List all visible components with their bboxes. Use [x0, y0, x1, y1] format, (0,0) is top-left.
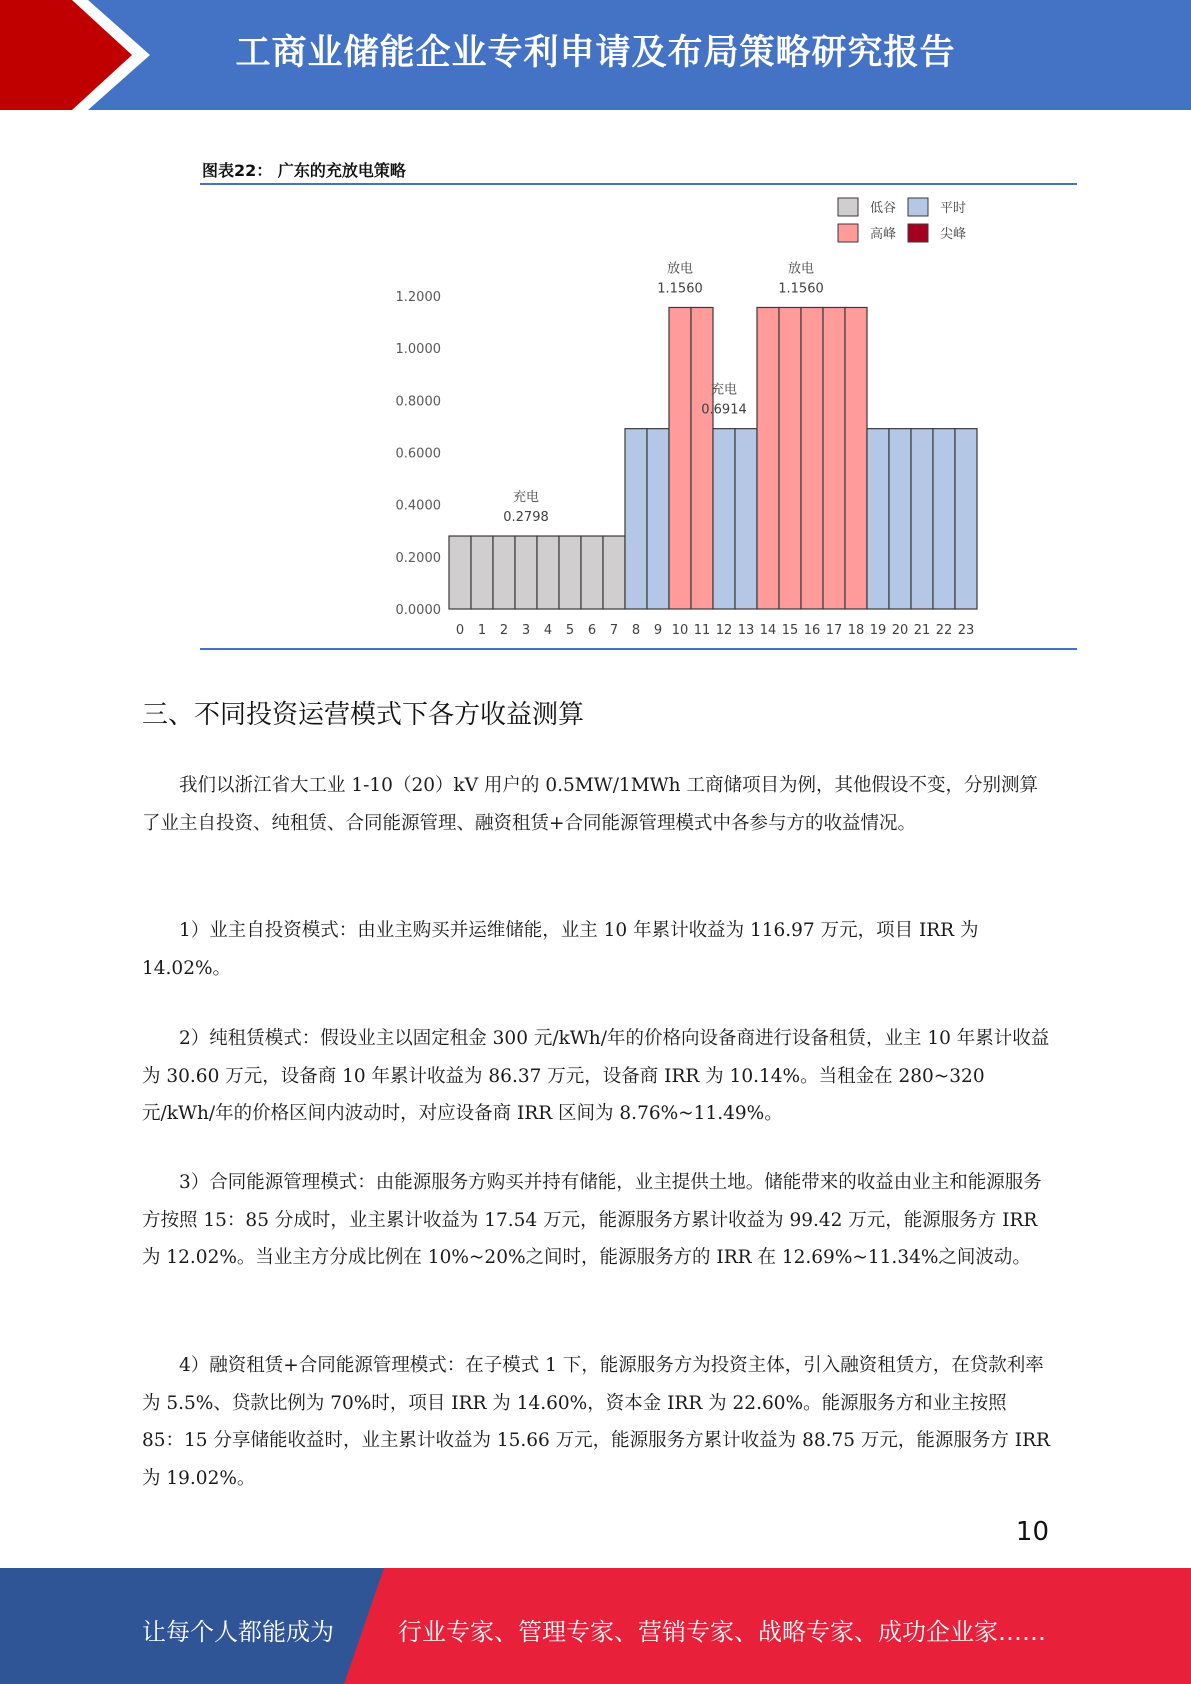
y-tick-label: 0.0000 — [395, 603, 441, 618]
x-tick-label: 11 — [693, 623, 711, 638]
y-tick-label: 0.8000 — [395, 394, 441, 410]
x-tick-label: 14 — [759, 623, 777, 638]
x-tick-label: 21 — [913, 623, 931, 638]
footer-slogan-right: 行业专家、管理专家、营销专家、战略专家、成功企业家…… — [398, 1618, 1046, 1646]
bar-hour-15 — [779, 307, 801, 609]
y-tick-label: 0.4000 — [395, 498, 441, 514]
bar-hour-11 — [691, 307, 713, 609]
x-tick-label: 23 — [957, 623, 975, 638]
y-axis-labels — [396, 290, 442, 618]
paragraph-mode-4: 4）融资租赁+合同能源管理模式：在子模式 1 下，能源服务方为投资主体，引入融资租赁方，在贷款利率为 5.5%、贷款比例为 70%时，项目 IRR 为 14.60%，资本金 IRR 为 22.60%。能源服务方和业主按照 85：15 分享储能收益时，业主累计收益为 15.66 万元，能源服务方累计收益为 88.75 万元，能源服务方 IRR 为 19.02%。 — [142, 1355, 1050, 1489]
legend-swatch — [838, 224, 858, 242]
x-tick-label: 3 — [521, 623, 531, 638]
x-tick-label: 13 — [737, 623, 755, 638]
x-tick-label: 8 — [631, 623, 641, 638]
footer-slogan-left: 让每个人都能成为 — [142, 1618, 334, 1646]
annotation-label: 放电 — [666, 261, 694, 277]
paragraph-mode-2: 2）纯租赁模式：假设业主以固定租金 300 元/kWh/年的价格向设备商进行设备租赁，业主 10 年累计收益为 30.60 万元，设备商 10 年累计收益为 86.37 万元，设备商 IRR 为 10.14%。当租金在 280~320 元/kWh/年的价格区间内波动时，对应设备商 IRR 区间为 8.76%~11.49%。 — [142, 1028, 1050, 1124]
bar-hour-7 — [603, 536, 625, 609]
legend-label: 低谷 — [870, 201, 897, 216]
legend-label: 高峰 — [870, 227, 897, 242]
annotation-value: 0.6914 — [701, 402, 747, 418]
y-tick-label: 1.0000 — [395, 342, 441, 358]
figure-caption: 图表22： 广东的充放电策略 — [202, 161, 406, 180]
x-tick-label: 1 — [477, 623, 487, 638]
annotation-value: 1.1560 — [657, 281, 703, 297]
figure-bottom-rule — [200, 648, 1077, 650]
x-tick-label: 7 — [609, 623, 619, 638]
legend-swatch — [908, 224, 928, 242]
header-title: 工商业储能企业专利申请及布局策略研究报告 — [235, 33, 956, 73]
bar-hour-17 — [823, 307, 845, 609]
legend — [838, 198, 966, 242]
bar-hour-0 — [449, 536, 471, 609]
paragraph-mode-1: 1）业主自投资模式：由业主购买并运维储能，业主 10 年累计收益为 116.97 万元，项目 IRR 为 14.02%。 — [142, 920, 979, 979]
bar-hour-3 — [515, 536, 537, 609]
legend-swatch — [838, 198, 858, 216]
legend-swatch — [908, 198, 928, 216]
bar-hour-18 — [845, 307, 867, 609]
bar-hour-22 — [933, 429, 955, 609]
annotation-value: 1.1560 — [778, 281, 824, 297]
bar-hour-23 — [955, 429, 977, 609]
bar-hour-4 — [537, 536, 559, 609]
x-axis-labels — [456, 623, 974, 638]
x-tick-label: 5 — [565, 623, 575, 638]
x-tick-label: 18 — [847, 623, 865, 638]
paragraph-intro: 我们以浙江省大工业 1-10（20）kV 用户的 0.5MW/1MWh 工商储项目为例，其他假设不变，分别测算了业主自投资、纯租赁、合同能源管理、融资租赁+合同能源管理模式中各参与方的收益情况。 — [142, 775, 1038, 834]
paragraph-mode-3: 3）合同能源管理模式：由能源服务方购买并持有储能，业主提供土地。储能带来的收益由业主和能源服务方按照 15：85 分成时，业主累计收益为 17.54 万元，能源服务方累计收益为 99.42 万元，能源服务方 IRR 为 12.02%。当业主方分成比例在 10%~20%之间时，能源服务方的 IRR 在 12.69%~11.34%之间波动。 — [142, 1172, 1042, 1268]
x-tick-label: 10 — [671, 623, 689, 638]
bar-hour-9 — [647, 429, 669, 609]
annotation-label: 充电 — [512, 490, 540, 506]
annotation-label: 充电 — [710, 382, 738, 398]
y-tick-label: 1.2000 — [395, 290, 441, 305]
bar-hour-2 — [493, 536, 515, 609]
x-tick-label: 2 — [499, 623, 509, 638]
x-tick-label: 16 — [803, 623, 821, 638]
bar-hour-16 — [801, 307, 823, 609]
bar-hour-19 — [867, 429, 889, 609]
bar-hour-5 — [559, 536, 581, 609]
x-tick-label: 6 — [587, 623, 597, 638]
bar-hour-12 — [713, 429, 735, 609]
x-tick-label: 4 — [543, 623, 553, 638]
page-number: 10 — [1015, 1517, 1049, 1547]
bar-hour-6 — [581, 536, 603, 609]
bar-hour-10 — [669, 307, 691, 609]
x-tick-label: 15 — [781, 623, 799, 638]
x-tick-label: 9 — [653, 623, 663, 638]
x-tick-label: 12 — [715, 623, 733, 638]
bar-hour-21 — [911, 429, 933, 609]
legend-label: 平时 — [940, 201, 967, 216]
y-tick-label: 0.2000 — [395, 550, 441, 566]
bars — [449, 307, 977, 609]
bar-hour-8 — [625, 429, 647, 609]
x-tick-label: 20 — [891, 623, 909, 638]
bar-hour-14 — [757, 307, 779, 609]
bar-hour-20 — [889, 429, 911, 609]
annotation-label: 放电 — [787, 261, 815, 277]
charge-discharge-chart — [0, 0, 1191, 660]
x-tick-label: 22 — [935, 623, 953, 638]
bar-hour-13 — [735, 429, 757, 609]
bar-hour-1 — [471, 536, 493, 609]
legend-label: 尖峰 — [940, 227, 967, 242]
x-tick-label: 19 — [869, 623, 887, 638]
y-tick-label: 0.6000 — [395, 446, 441, 462]
annotation-value: 0.2798 — [503, 510, 549, 526]
x-tick-label: 17 — [825, 623, 843, 638]
section-heading: 三、不同投资运营模式下各方收益测算 — [142, 700, 585, 730]
x-tick-label: 0 — [455, 623, 465, 638]
